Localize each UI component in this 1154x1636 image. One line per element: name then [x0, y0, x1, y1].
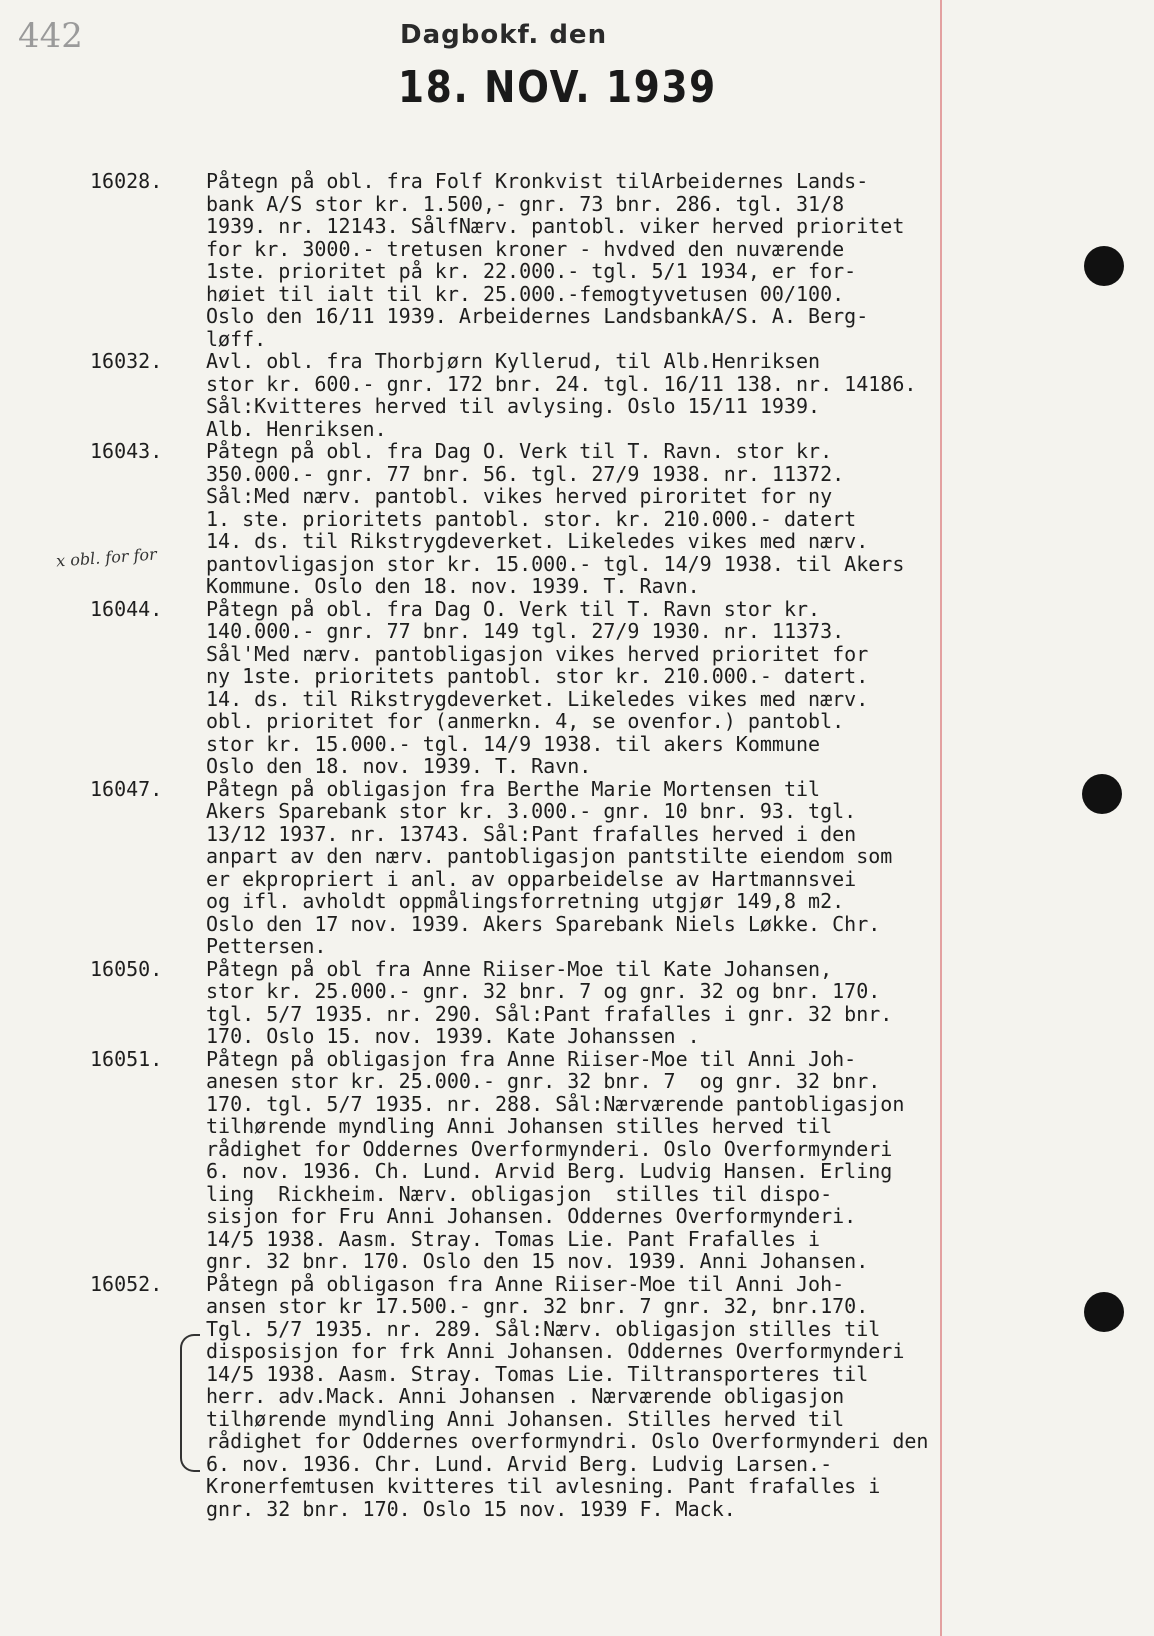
journal-entries	[0, 170, 1154, 1520]
entry-line: sisjon for Fru Anni Johansen. Oddernes Overformynderi.	[206, 1204, 857, 1228]
entry-line: 14/5 1938. Aasm. Stray. Tomas Lie. Pant Frafalles i	[206, 1226, 821, 1251]
entry-line: Oslo den 16/11 1939. Arbeidernes LandsbankA/S. A. Berg-	[206, 304, 869, 328]
entry-line: 14. ds. til Rikstrygdeverket. Likeledes vikes med nærv.	[206, 529, 869, 553]
entry-line: for kr. 3000.- tretusen kroner - hvdved den nuværende	[206, 236, 845, 261]
entry-line: ansen stor kr 17.500.- gnr. 32 bnr. 7 gnr. 32, bnr.170.	[206, 1294, 869, 1318]
entry-line: rådighet for Oddernes overformyndri. Oslo Overformynderi den	[206, 1429, 929, 1453]
entry-line: 6. nov. 1936. Ch. Lund. Arvid Berg. Ludvig Hansen. Erling	[206, 1159, 893, 1183]
entry-line: 6. nov. 1936. Chr. Lund. Arvid Berg. Ludvig Larsen.-	[206, 1451, 833, 1476]
journal-entry	[0, 958, 1154, 1048]
journal-entry	[0, 778, 1154, 958]
entry-number: 16028.	[90, 169, 163, 193]
entry-line: Påtegn på obl fra Anne Riiser-Moe til Kate Johansen,	[206, 956, 833, 981]
entry-line: Akers Sparebank stor kr. 3.000.- gnr. 10 bnr. 93. tgl.	[206, 799, 857, 823]
entry-line: Påtegn på obl. fra Dag O. Verk til T. Ravn stor kr.	[206, 596, 821, 621]
entry-text	[206, 598, 1006, 778]
entry-line: 170. Oslo 15. nov. 1939. Kate Johanssen .	[206, 1024, 700, 1048]
journal-entry	[0, 1048, 1154, 1273]
date-stamp-label: Dagbokf. den	[400, 20, 608, 50]
entry-line: obl. prioritet for (anmerkn. 4, se ovenfor.) pantobl.	[206, 709, 845, 733]
entry-line: Påtegn på obl. fra Dag O. Verk til T. Ravn. stor kr.	[206, 439, 833, 463]
entry-text	[206, 440, 1006, 598]
journal-entry	[0, 350, 1154, 440]
entry-line: Sål'Med nærv. pantobligasjon vikes herved prioritet for	[206, 641, 869, 666]
entry-text	[206, 170, 1006, 350]
entry-line: 140.000.- gnr. 77 bnr. 149 tgl. 27/9 1930. nr. 11373.	[206, 619, 845, 643]
journal-entry	[0, 170, 1154, 350]
entry-line: Påtegn på obl. fra Folf Kronkvist tilArbeidernes Lands-	[206, 169, 869, 193]
entry-line: Sål:Kvitteres herved til avlysing. Oslo 15/11 1939.	[206, 394, 821, 418]
entry-line: stor kr. 15.000.- tgl. 14/9 1938. til akers Kommune	[206, 731, 821, 756]
entry-line: disposisjon for frk Anni Johansen. Oddernes Overformynderi	[206, 1339, 905, 1363]
entry-number: 16043.	[90, 439, 163, 463]
entry-line: Pettersen.	[206, 934, 327, 958]
entry-number: 16047.	[90, 776, 163, 801]
entry-line: 13/12 1937. nr. 13743. Sål:Pant frafalles herved i den	[206, 821, 857, 846]
page-number: 442	[18, 16, 83, 56]
entry-line: pantovligasjon stor kr. 15.000.- tgl. 14/9 1938. til Akers	[206, 551, 905, 576]
entry-line: løff.	[206, 326, 267, 351]
entry-line: Påtegn på obligasjon fra Anne Riiser-Moe til Anni Joh-	[206, 1046, 857, 1071]
entry-line: tilhørende myndling Anni Johansen stilles herved til	[206, 1114, 833, 1138]
entry-text	[206, 1273, 1006, 1521]
entry-number: 16050.	[90, 956, 163, 981]
entry-line: stor kr. 25.000.- gnr. 32 bnr. 7 og gnr. 32 og bnr. 170.	[206, 979, 881, 1003]
entry-text	[206, 778, 1006, 958]
entry-line: Kronerfemtusen kvitteres til avlesning. Pant frafalles i	[206, 1474, 881, 1498]
entry-line: rådighet for Oddernes Overformynderi. Oslo Overformynderi	[206, 1136, 893, 1161]
entry-line: Tgl. 5/7 1935. nr. 289. Sål:Nærv. obligasjon stilles til	[206, 1316, 881, 1341]
entry-number: 16044.	[90, 596, 163, 621]
entry-number: 16032.	[90, 349, 163, 373]
entry-line: Oslo den 18. nov. 1939. T. Ravn.	[206, 754, 592, 778]
entry-line: Alb. Henriksen.	[206, 416, 387, 441]
entry-line: 170. tgl. 5/7 1935. nr. 288. Sål:Nærværende pantobligasjon	[206, 1091, 905, 1116]
entry-text	[206, 958, 1006, 1048]
entry-line: anpart av den nærv. pantobligasjon pantstilte eiendom som	[206, 844, 893, 868]
entry-text	[206, 1048, 1006, 1273]
entry-line: høiet til ialt til kr. 25.000.-femogtyvetusen 00/100.	[206, 281, 845, 306]
entry-line: tilhørende myndling Anni Johansen. Stilles herved til	[206, 1406, 845, 1431]
journal-entry	[0, 598, 1154, 778]
entry-line: Påtegn på obligasjon fra Berthe Marie Mortensen til	[206, 776, 821, 801]
entry-line: Avl. obl. fra Thorbjørn Kyllerud, til Alb.Henriksen	[206, 349, 821, 373]
entry-line: stor kr. 600.- gnr. 172 bnr. 24. tgl. 16/11 138. nr. 14186.	[206, 371, 917, 396]
entry-line: Kommune. Oslo den 18. nov. 1939. T. Ravn.	[206, 574, 700, 598]
entry-line: anesen stor kr. 25.000.- gnr. 32 bnr. 7 og gnr. 32 bnr.	[206, 1069, 881, 1093]
entry-line: gnr. 32 bnr. 170. Oslo 15 nov. 1939 F. Mack.	[206, 1496, 736, 1521]
handwritten-margin-note: x obl. for for	[55, 544, 158, 571]
entry-line: gnr. 32 bnr. 170. Oslo den 15 nov. 1939. Anni Johansen.	[206, 1249, 869, 1273]
entry-line: herr. adv.Mack. Anni Johansen . Nærværende obligasjon	[206, 1384, 845, 1408]
date-stamp-date: 18. NOV. 1939	[398, 62, 717, 113]
entry-line: Oslo den 17 nov. 1939. Akers Sparebank Niels Løkke. Chr.	[206, 911, 881, 936]
entry-text	[206, 350, 1006, 440]
entry-line: Sål:Med nærv. pantobl. vikes herved piroritet for ny	[206, 484, 833, 508]
entry-line: 14/5 1938. Aasm. Stray. Tomas Lie. Tiltransporteres til	[206, 1361, 869, 1386]
entry-line: Påtegn på obligason fra Anne Riiser-Moe til Anni Joh-	[206, 1271, 845, 1296]
entry-line: er ekpropriert i anl. av opparbeidelse av Hartmannsvei	[206, 866, 857, 891]
journal-entry	[0, 1273, 1154, 1521]
entry-line: og ifl. avholdt oppmålingsforretning utgjør 149,8 m2.	[206, 889, 845, 913]
entry-line: 14. ds. til Rikstrygdeverket. Likeledes vikes med nærv.	[206, 686, 869, 711]
entry-number: 16052.	[90, 1271, 163, 1296]
entry-line: 1. ste. prioritets pantobl. stor. kr. 210.000.- datert	[206, 506, 857, 531]
entry-line: bank A/S stor kr. 1.500,- gnr. 73 bnr. 286. tgl. 31/8	[206, 191, 845, 216]
entry-line: ling Rickheim. Nærv. obligasjon stilles til dispo-	[206, 1181, 833, 1206]
entry-line: 350.000.- gnr. 77 bnr. 56. tgl. 27/9 1938. nr. 11372.	[206, 461, 845, 486]
journal-entry	[0, 440, 1154, 598]
entry-line: ny 1ste. prioritets pantobl. stor kr. 210.000.- datert.	[206, 664, 869, 688]
entry-line: 1ste. prioritet på kr. 22.000.- tgl. 5/1 1934, er for-	[206, 259, 857, 283]
entry-number: 16051.	[90, 1046, 163, 1071]
entry-line: tgl. 5/7 1935. nr. 290. Sål:Pant frafalles i gnr. 32 bnr.	[206, 1001, 893, 1026]
entry-line: 1939. nr. 12143. SålfNærv. pantobl. viker herved prioritet	[206, 214, 905, 238]
